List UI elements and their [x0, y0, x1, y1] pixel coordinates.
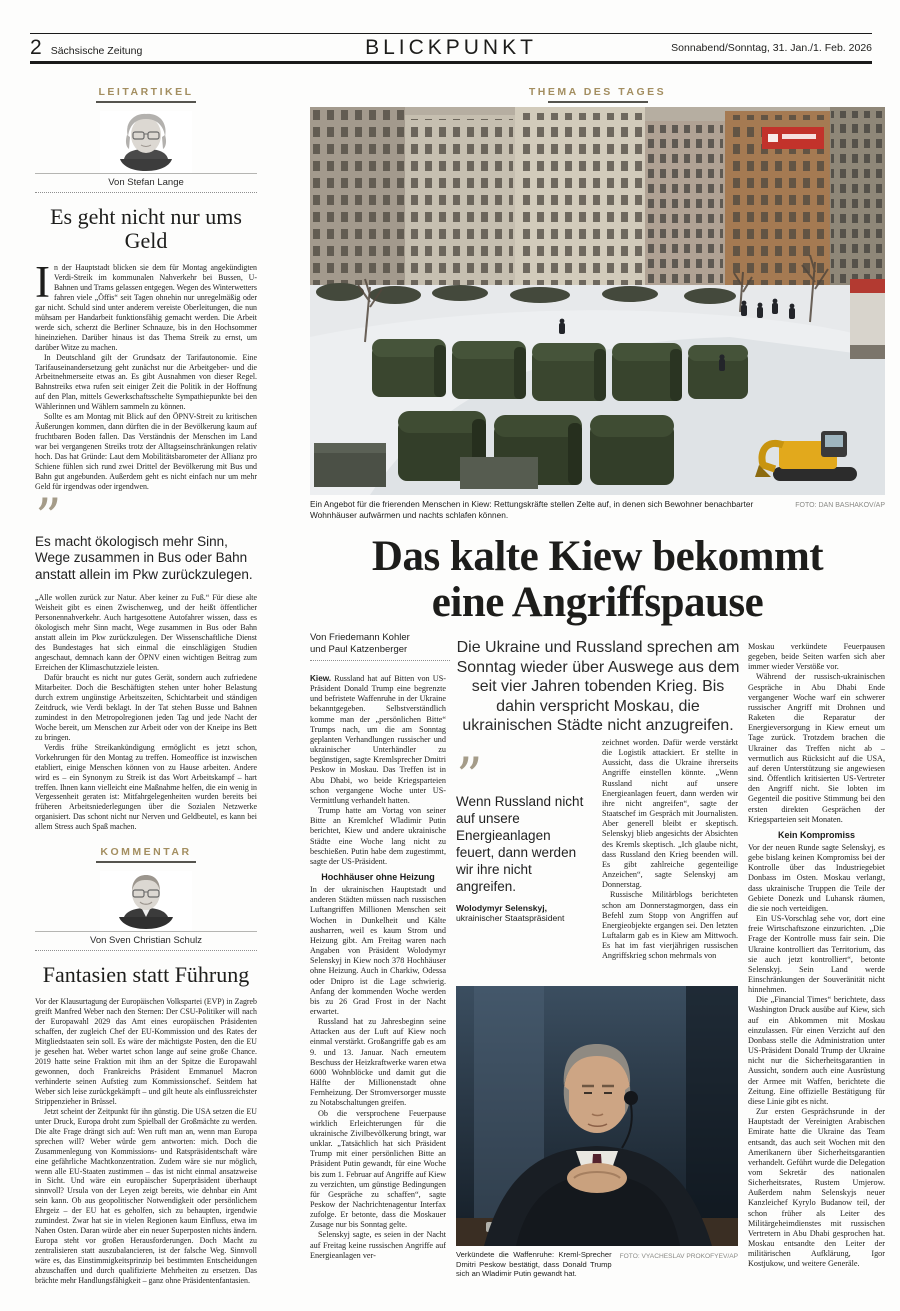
photo-credit: FOTO: DAN BASHAKOV/AP [795, 502, 885, 509]
section-title: BLICKPUNKT [365, 35, 537, 59]
paragraph: „Alle wollen zurück zur Natur. Aber keiner zu Fuß.“ Für diese alte Weisheit gibt es einen Zwischenweg, und der heißt öffentlicher Personennahverkehr. Auch hartgesottene Autofahrer wissen, dass es ökologisch mehr Sinn macht, Wege zusammen in Bus oder Bahn anstatt allein im Pkw zurückzulegen. Der Wissenschaftliche Dienst des Bundestages hat sich einmal die einschlägigen Studien angeschaut, demnach kann der ÖPNV einen wichtigen Beitrag zum Erreichen der Klimaschutzziele leisten. [35, 593, 257, 673]
paragraph: Russland hat zu Jahresbeginn seine Attacken aus der Luft auf Kiew noch einmal verstärkt. Großangriffe gab es am 9. und 13. Januar. Nach erneutem Beschuss der Heizkraftwerke waren etwa 6000 Wohnblöcke und damit gut die Hälfte der Millionenstadt ohne Fernheizung. Der Stromversorger musste zu Notabschaltungen greifen. [310, 1017, 446, 1108]
thema-kicker: THEMA DES TAGES [528, 86, 667, 98]
paragraph: Zur ersten Gesprächsrunde in der Hauptstadt der Vereinigten Arabischen Emirate hatte die Ukraine das Team entsandt, das auch seit Wochen mit den Amerikanern über Sicherheitsgarantien verhandelt. Geführt wurde die Delegation vom Sekretär des nationalen Sicherheitsrates, Rustem Umjerow. Außerdem nahm Selenskyjs neuer Kanzleichef Kyrylo Budanow teil, der schon früher als Leiter des Militärgeheimdienstes mit russischen Vertretern in Abu Dhabi gesprochen hat. Moskau entsandte den Leiter der militärischen Aufklärung, Igor Kostjukow, und weitere Generäle. [748, 1107, 885, 1269]
leitartikel-body-2 [35, 593, 257, 832]
kicker-rule [96, 861, 196, 863]
leitartikel-kicker: LEITARTIKEL [98, 86, 194, 98]
leitartikel-body [35, 257, 257, 492]
kicker-rule [548, 101, 648, 103]
paragraph: zeichnet worden. Dafür werde verstärkt die Logistik attackiert. Er stellte in Aussicht, dass die Ukraine ihrerseits Angriffe einstellen könnte. „Wenn Russland nicht auf unsere Energieanlagen feuert, dann werden wir ihre nicht angreifen“, sagte der Staatschef im Gespräch mit Journalisten. Aber generell bleibt er skeptisch. Selenskyj blieb angesichts der Absichten des Kremls skeptisch. „Ich glaube nicht, dass Russland den Krieg beenden will. Es gibt zahlreiche gegenteilige Anzeichen“, sagte Selenskyj am Donnerstag. [602, 738, 738, 890]
main-photo-caption: FOTO: DAN BASHAKOV/AP Ein Angebot für die frierenden Menschen in Kiew: Rettungskräfte stellen Zelte auf, in denen sich Bewohner benachbarter Wohnhäuser aufwärmen und nachts schlafen können. [310, 499, 885, 520]
paragraph: Russische Militärblogs berichteten schon am Donnerstagmorgen, dass ein Befehl zum Stopp von Angriffen auf Energieobjekte ergangen sei. Den letzten Luftalarm gab es in Kiew am Mittwoch. Es hat im fast vierjährigen russischen Angriffskrieg schon mehrmals von [602, 890, 738, 961]
pullquote-text: Wenn Russland nicht auf unsere Energieanlagen feuert, dann werden wir ihre nicht angreifen. [456, 794, 584, 894]
paragraph: Trump hatte am Vortag von seiner Bitte an Kremlchef Wladimir Putin berichtet, Kiew und andere ukrainische Städte eine Woche lang nicht zu beschießen. Putin habe dem zugestimmt, sagte der US-Präsident. [310, 806, 446, 866]
paragraph: In Deutschland gilt der Grundsatz der Tarifautonomie. Eine Tarifauseinandersetzung geht zunächst nur die Arbeitgeber- und die Arbeitnehmerseite etwas an. Es gibt Ausnahmen von dieser Regel. Bahnstreiks etwa rufen seit einiger Zeit die Politik in der Hoffnung auf den Plan, mittels Gewerkschaftsschelte Sympathiepunkte bei den Wählerinnen und Wählern sammeln zu können. [35, 352, 257, 412]
dateline: Kiew. [310, 674, 332, 683]
subhead: Kein Kompromiss [777, 829, 855, 840]
selenskyj-pullquote [456, 748, 588, 924]
subhead: Hochhäuser ohne Heizung [321, 871, 435, 882]
dropcap: I [35, 257, 50, 307]
kommentar-headline: Fantasien statt Führung [42, 962, 250, 988]
masthead [30, 33, 872, 64]
paragraph: Moskau verkündete Feuerpausen gegeben, beide Seiten warfen sich aber immer wieder Verstöße vor. [748, 642, 885, 672]
paragraph: Ob die versprochene Feuerpause wirklich Erleichterungen für die ukrainische Zivilbevölkerung bringt, war unklar. „Tatsächlich hat sich Präsident Trump mit einer persönlichen Bitte an Präsident Putin gewandt, für eine Woche bis zum 1. Februar auf Angriffe auf Kiew zu verzichten, um günstige Bedingungen für Gespräche zu schaffen“, sagte Peskow der Nachrichtenagentur Interfax zufolge. Er betonte, dass die Moskauer Zusage nur bis Sonntag gelte. [310, 1108, 446, 1230]
paragraph: In der Hauptstadt blicken sie dem für Montag angekündigten Verdi-Streik im kommunalen Nahverkehr bei Bussen, U-Bahnen und Trams gelassen entgegen. Wegen des Winterwetters fahren viele „Öffis“ seit Tagen ohnehin nur unregelmäßig oder gar nicht. Schuld sind unter anderem vereiste Oberleitungen, die nun mühsam per Handarbeit funktionsfähig gemacht werden. Die Arbeit werde sich, scherzt die Berliner Schnauze, bis in den Hochsommer hineinziehen. Darüber hinaus ist das Thema Streik zu ernst, um darüber Witze zu machen. [35, 257, 257, 352]
paragraph: Vor der Klausurtagung der Europäischen Volkspartei (EVP) in Zagreb greift Manfred Weber nach den Sternen: Der CSU-Politiker will nach der Europawahl 2029 das Amt eines europäischen Präsidenten schaffen, der zugleich Chef der EU-Kommission und des Rates der Mitgliedstaaten sein soll. Es wäre der mächtigste Posten, den die EU je gesehen hat. Weber wartet schon lange auf seine große Chance. 2019 hatte seine Fraktion mit ihm an der Spitze die Europawahl gewonnen, doch Frankreichs Präsident Emmanuel Macron verhinderte seinen Aufstieg zum Kommissionschef. Seitdem hat Weber sich leise zurückgekämpft – und gilt heute als einflussreichster Strippenzieher in Brüssel. [35, 997, 257, 1106]
thema-des-tages [310, 86, 885, 1311]
paragraph: Vor der neuen Runde sagte Selenskyj, es gebe bislang keinen Kompromiss bei der Kontrolle über das Industriegebiet Donbass im Osten. Moskau verlangt, dass ukrainische Truppen die Teile der Gebiete Donezk und Luhansk räumen, die sie noch verteidigen. [748, 842, 885, 913]
peskow-caption: FOTO: VYACHESLAV PROKOFYEV/AP Verkündete die Waffenruhe: Kreml-Sprecher Dmitri Peskow bestätigt, dass Donald Trump sich an Wladimir Putin gewandt hat. [456, 1250, 738, 1279]
pullquote-author: Wolodymyr Selenskyj, [456, 903, 548, 913]
article-column-1 [310, 674, 446, 1311]
leitartikel-pullquote [35, 488, 257, 584]
left-column [35, 86, 257, 1308]
article-byline: Von Friedemann Kohler und Paul Katzenberger [310, 632, 450, 661]
paragraph: Ein US-Vorschlag sehe vor, dort eine freie Wirtschaftszone einzurichten. „Die Frage der Kontrolle muss fair sein. Die Ukraine kontrolliert das Territorium, das sie auch jetzt kontrolliert“, betonte Selenskyj. Sein Land werde Einschränkungen der Souveränität nicht hinnehmen. [748, 914, 885, 995]
peskow-photo [456, 986, 738, 1246]
article-body [310, 630, 885, 1311]
quote-mark-icon: ” [35, 488, 62, 549]
main-headline: Das kalte Kiew bekommt eine Angriffspause [371, 533, 824, 627]
pullquote-role: ukrainischer Staatspräsident [456, 913, 565, 924]
author-portrait-icon [100, 871, 192, 931]
kicker-rule [96, 101, 196, 103]
paragraph: Dafür braucht es nicht nur gutes Gerät, sondern auch zufriedene Mitarbeiter. Doch die Beschäftigten stehen unter hoher Belastung durch extrem ungünstige Arbeitszeiten, Schichtarbeit und ständigen Zeitdruck, wie Verdi beklagt. In der Tat stehen Busse und Bahnen zumindest in den Metropolregionen jeden Tag und jede Nacht der Woche bereit, um Menschen zur Arbeit oder von der Kneipe ins Bett zu bringen. [35, 673, 257, 742]
paragraph: Kiew. Russland hat auf Bitten von US-Präsident Donald Trump eine begrenzte und befristete Waffenruhe in der Ukraine bekanntgegeben. Selbstverständlich komme man der „persönlichen Bitte“ Trumps nach, um die am Sonntag geplanten Verhandlungen russischer und ukrainischer Unterhändler zu begünstigen, sagte Kremlsprecher Dmitri Peskow in Moskau. Das Treffen ist in Abu Dhabi, wo beide Kriegsparteien schon vergangene Woche unter US-Vermittlung verhandelt hatten. [310, 674, 446, 805]
paragraph: Verdis frühe Streikankündigung ermöglicht es jetzt schon, Vorkehrungen für den Montag zu treffen. Homeoffice ist inzwischen etabliert, einige Menschen können von zu Hause arbeiten. Andere wird es – ein Synonym zu Streik ist das Wort Arbeitskampf – hart treffen. Ihnen kann vielleicht eine Maßnahme helfen, die ein wenig in Vergessenheit geraten ist: Mitfahrgelegenheiten wurden bereits bei früheren Arbeitsniederlegungen über die Sozialen Netzwerke organisiert. Das schont nicht nur Nerven und Geldbeutel, es kann bei allem Stress auch Spaß machen. [35, 742, 257, 832]
author-photo-lange [35, 111, 257, 174]
quote-mark-icon: ” [456, 748, 483, 808]
article-lead: Die Ukraine und Russland sprechen am Sonntag wieder über Auswege aus dem seit vier Jahren tobenden Krieg. Bis dahin verspricht Moskau, die ukrainischen Städte nicht anzugreifen. [456, 639, 740, 734]
page-number: 2 [30, 35, 42, 59]
pullquote-text: Es macht ökologisch mehr Sinn, Wege zusammen in Bus oder Bahn anstatt allein im Pkw zurückzulegen. [35, 533, 253, 582]
photo-credit: FOTO: VYACHESLAV PROKOFYEV/AP [619, 1253, 738, 1260]
paragraph: Die „Financial Times“ berichtete, dass Washington Druck ausübe auf Kiew, sich auf ein Abkommen mit Moskau einzulassen. Für einen Verzicht auf den Donbass stelle die Administration unter US-Präsident Donald Trump der Ukraine nicht nur die Sicherheitsgarantien in Aussicht, sondern auch eine Ausrüstung der Armee mit Waffen, berichtete die Zeitung. Eine offizielle Bestätigung für diese Linie gibt es nicht. [748, 995, 885, 1106]
kommentar-author: Von Sven Christian Schulz [35, 932, 257, 951]
article-column-3 [602, 738, 738, 988]
paragraph: Jetzt scheint der Zeitpunkt für ihn günstig. Die USA setzen die EU unter Druck, Europa droht zum Spielball der Großmächte zu werden. Die alte Frage drängt sich auf: Wen ruft man an, wenn man Europa sprechen will? Weber würde gern antworten: mich. Doch die Zusammenlegung von Kommissions- und Ratspräsidentschaft wäre eine gefährliche Machtkonzentration. Zudem wäre sie nur möglich, wenn alle EU-Staaten zustimmen – das ist nicht einmal ansatzweise in Sicht. Und wäre ein europäischer Superpräsident überhaupt sinnvoll? Ursula von der Leyen zeigt bereits, wie dehnbar ein Amt sein kann. Ob aus geopolitischer Notwendigkeit oder persönlichem Ehrgeiz – der EU hat es geholfen, sich zu behaupten, irgendwie zumindest. Zwar hat sie in vielen Regionen kaum Einfluss, etwa im Nahen Osten. Daran würde aber ein neuer Superposten nichts ändern. Europa steht vor großen Herausforderungen. Doch Macht zu zentralisieren statt auszubalancieren, ist der falsche Weg. Sinnvoll wäre es, das Einstimmigkeitsprinzip bei bestimmten Entscheidungen abzuschaffen und durch qualifizierte Mehrheiten zu ersetzen. Das brächte mehr Handlungsfähigkeit – ganz ohne Präsidentenfantasien. [35, 1106, 257, 1285]
author-photo-schulz [35, 871, 257, 932]
leitartikel-author: Von Stefan Lange [35, 174, 257, 193]
kommentar-section [35, 846, 257, 1286]
paragraph: In der ukrainischen Hauptstadt und anderen Städten müssen nach russischen Luftangriffen Millionen Menschen seit Wochen in Dunkelheit und Kälte ausharren, weil es kaum Strom und Heizung gibt. Am Freitag waren nach Angaben von Präsident Wolodymyr Selenskyj in Kiew noch 378 Hochhäuser ohne Heizung. Auch in Charkiw, Odessa oder Dnipro ist die Lage schwierig. Anfang der kommenden Woche werden bis zu 26 Grad Frost in der Nacht erwartet. [310, 885, 446, 1016]
paragraph: Sollte es am Montag mit Blick auf den ÖPNV-Streit zu kritischen Äußerungen kommen, dann dürften die in der Bevölkerung kaum auf fruchtbaren Boden fallen. Das Verständnis der Menschen im Land war bei vergangenen Streiks trotz der Alltagseinschränkungen relativ hoch. Das hat Gründe: Laut dem Mobilitätsbarometer der Allianz pro Schiene fühlen sich rund zwei Drittel der Bevölkerung mit Bus und Bahn gut angebunden. Außerdem geht es nicht einfach nur um mehr Geld für irgendwas oder irgendwen. [35, 412, 257, 491]
paragraph: Selenskyj sagte, es seien in der Nacht auf Freitag keine russischen Angriffe auf Energieanlagen ver- [310, 1230, 446, 1260]
paragraph: Während der russisch-ukrainischen Gespräche in Abu Dhabi Ende vergangener Woche warf ein schwerer russischer Angriff mit Drohnen und Raketen die Reparatur der Energieversorgung in Kiew erneut um Tage zurück. Trotzdem brachen die Ukrainer das Treffen nicht ab – vermutlich aus Rücksicht auf die USA, auf deren Unterstützung sie angewiesen sind. Öffentlich kritisierten US-Vertreter den Angriff nicht. Sie lobten im Gegenteil die positive Stimmung bei den ersten direkten Gesprächen der Kriegsparteien seit Monaten. [748, 672, 885, 824]
kommentar-kicker: KOMMENTAR [100, 846, 192, 859]
issue-date: Sonnabend/Sonntag, 31. Jan./1. Feb. 2026 [671, 41, 872, 54]
main-photo-kiev-tents [310, 107, 885, 495]
kommentar-body [35, 997, 257, 1286]
newspaper-name: Sächsische Zeitung [50, 44, 143, 57]
article-column-4 [748, 642, 885, 1311]
author-portrait-icon [100, 111, 192, 173]
leitartikel-headline: Es geht nicht nur ums Geld [50, 204, 242, 253]
